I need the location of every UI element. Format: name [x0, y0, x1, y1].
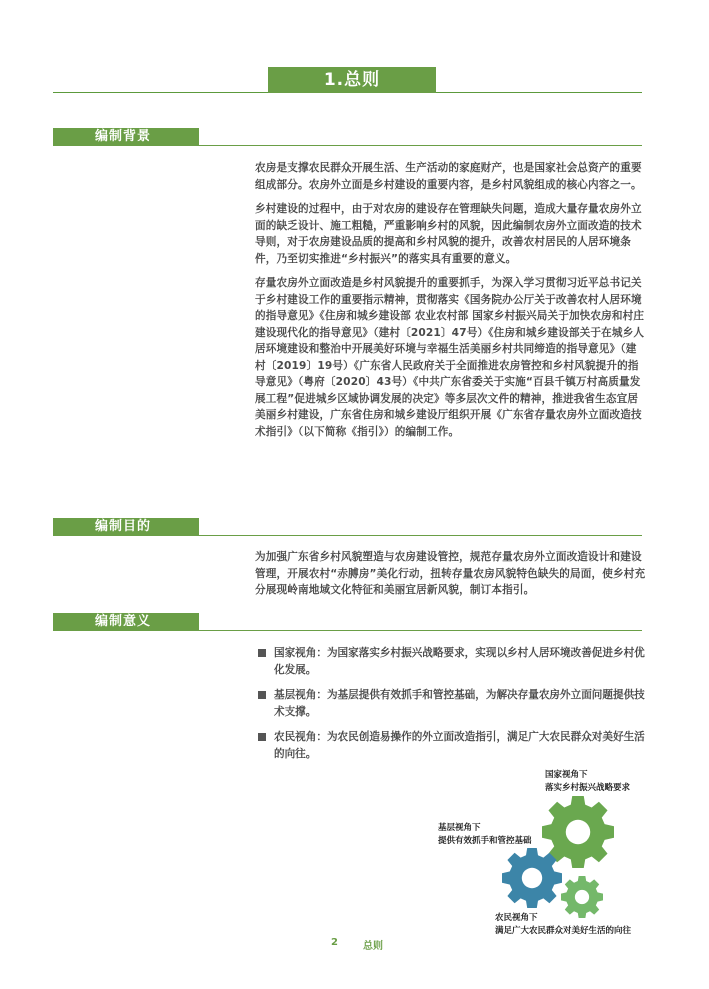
page-number: 2: [331, 937, 338, 948]
gear-label-national: [545, 769, 630, 795]
gear-label-line: 提供有效抓手和管控基础: [438, 836, 532, 846]
section-heading-label: 编制意义: [95, 614, 152, 629]
gear-label-line: 基层视角下: [438, 823, 481, 833]
list-item: [256, 687, 648, 720]
section-heading-label: 编制背景: [95, 129, 152, 144]
square-bullet-icon: [258, 649, 266, 657]
list-item-text: 农民视角：为农民创造易操作的外立面改造指引，满足广大农民群众对美好生活的向往。: [274, 731, 645, 760]
gear-label-line: 满足广大农民群众对美好生活的向往: [495, 926, 632, 936]
significance-list: [256, 645, 648, 771]
footer-title: 总则: [363, 941, 383, 952]
paragraph: 乡村建设的过程中，由于对农房的建设存在管理缺失问题，造成大量存量农房外立面的缺乏设计、施工粗糙，严重影响乡村的风貌，因此编制农房外立面改造的技术导则，对于农房建设品质的提高和乡村风貌的提升，改善农村居民的人居环境条件，乃至切实推进“乡村振兴”的落实具有重要的意义。: [255, 203, 642, 265]
paragraph: 农房是支撑农民群众开展生活、生产活动的家庭财产，也是国家社会总资产的重要组成部分。农房外立面是乡村建设的重要内容，是乡村风貌组成的核心内容之一。: [255, 162, 642, 191]
square-bullet-icon: [258, 733, 266, 741]
gear-label-line: 国家视角下: [545, 770, 588, 780]
gear-label-grassroots: [438, 822, 532, 848]
gear-label-line: 农民视角下: [495, 913, 538, 923]
square-bullet-icon: [258, 691, 266, 699]
list-item: [256, 645, 648, 678]
section-heading-background: [53, 128, 199, 146]
section-rule: [199, 145, 642, 146]
section-heading-label: 编制目的: [95, 519, 152, 534]
list-item-text: 国家视角：为国家落实乡村振兴战略要求，实现以乡村人居环境改善促进乡村优化发展。: [274, 647, 645, 676]
gears-diagram: [490, 780, 650, 930]
section-rule: [199, 535, 642, 536]
section-heading-purpose: [53, 518, 199, 536]
gear-label-farmers: [495, 912, 631, 938]
gear-label-line: 落实乡村振兴战略要求: [545, 783, 631, 793]
page-title: 1.总则: [268, 67, 436, 93]
gear-grassroots-icon: [502, 848, 562, 908]
section-heading-significance: [53, 613, 199, 631]
list-item-text: 基层视角：为基层提供有效抓手和管控基础，为解决存量农房外立面问题提供技术支撑。: [274, 689, 645, 718]
purpose-text: [255, 549, 647, 607]
paragraph: 为加强广东省乡村风貌塑造与农房建设管控，规范存量农房外立面改造设计和建设管理，开展农村“赤膊房”美化行动，扭转存量农房风貌特色缺失的局面，使乡村充分展现岭南地域文化特征和美丽宜居新风貌，制订本指引。: [255, 551, 646, 596]
list-item: [256, 729, 648, 762]
section-rule: [199, 630, 642, 631]
paragraph: 存量农房外立面改造是乡村风貌提升的重要抓手，为深入学习贯彻习近平总书记关于乡村建设工作的重要指示精神，贯彻落实《国务院办公厅关于改善农村人居环境的指导意见》《住房和城乡建设部 农业农村部 国家乡村振兴局关于加快农房和村庄建设现代化的指导意见》（建村〔2021〕47号）《住房和城乡建设部关于在城乡人居环境建设和整治中开展美好环境与幸福生活美丽乡村共同缔造的指导意见》（建村〔2019〕19号）《广东省人民政府关于全面推进农房管控和乡村风貌提升的指导意见》（粤府〔2020〕43号）《中共广东省委关于实施“百县千镇万村高质量发展工程”促进城乡区域协调发展的决定》等多层次文件的精神，推进我省生态宜居美丽乡村建设，广东省住房和城乡建设厅组织开展《广东省存量农房外立面改造技术指引》（以下简称《指引》）的编制工作。: [255, 277, 645, 438]
background-text: [255, 160, 647, 448]
